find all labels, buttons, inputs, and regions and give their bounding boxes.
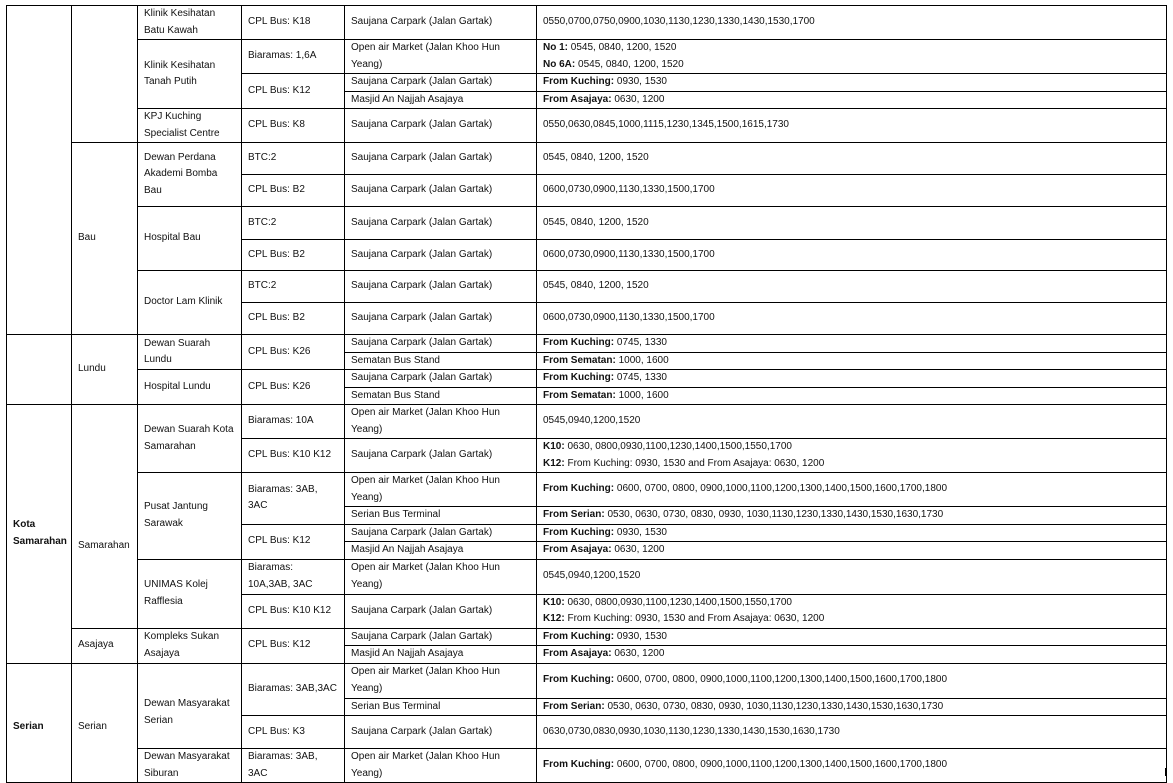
region-cell <box>7 6 72 335</box>
schedule-cell <box>537 91 1167 109</box>
schedule-cell <box>537 507 1167 525</box>
service-cell: BTC:2 <box>242 271 345 303</box>
location-cell: Klinik Kesihatan Batu Kawah <box>138 6 242 40</box>
schedule-cell <box>537 646 1167 664</box>
schedule-cell <box>537 663 1167 698</box>
service-cell: CPL Bus: K8 <box>242 109 345 143</box>
continuation-line <box>71 768 72 776</box>
district-cell: Asajaya <box>72 628 138 663</box>
departure-cell: Saujana Carpark (Jalan Gartak) <box>345 335 537 353</box>
schedule-cell <box>537 40 1167 74</box>
schedule-times: 0745, 1330 <box>614 372 667 383</box>
departure-cell: Sematan Bus Stand <box>345 352 537 370</box>
table-row <box>7 6 1167 40</box>
service-cell: Biaramas: 3AB,3AC <box>242 663 345 716</box>
location-cell: Pusat Jantung Sarawak <box>138 473 242 560</box>
service-cell: Biaramas: 3AB, 3AC <box>242 749 345 783</box>
schedule-cell: 0545, 0840, 1200, 1520 <box>537 207 1167 240</box>
schedule-cell: 0545, 0840, 1200, 1520 <box>537 143 1167 175</box>
district-cell: Lundu <box>72 335 138 405</box>
schedule-label: K12: <box>543 457 565 469</box>
schedule-cell: 0600,0730,0900,1130,1330,1500,1700 <box>537 303 1167 335</box>
schedule-times: 0545, 0840, 1200, 1520 <box>575 58 684 70</box>
region-cell: Kota Samarahan <box>7 405 72 664</box>
departure-cell: Open air Market (Jalan Khoo Hun Yeang) <box>345 559 537 594</box>
schedule-label: No 1: <box>543 42 568 53</box>
continuation-line <box>137 768 138 776</box>
departure-cell: Saujana Carpark (Jalan Gartak) <box>345 524 537 542</box>
location-cell: Hospital Bau <box>138 207 242 271</box>
schedule-times: 0930, 1530 <box>614 526 667 538</box>
location-cell: Dewan Perdana Akademi Bomba Bau <box>138 143 242 207</box>
schedule-cell <box>537 473 1167 507</box>
departure-cell: Masjid An Najjah Asajaya <box>345 542 537 560</box>
schedule-label: No 6A: <box>543 58 576 70</box>
departure-cell: Saujana Carpark (Jalan Gartak) <box>345 303 537 335</box>
departure-cell: Saujana Carpark (Jalan Gartak) <box>345 143 537 175</box>
service-cell: Biaramas: 1,6A <box>242 40 345 74</box>
service-cell: Biaramas: 10A,3AB, 3AC <box>242 559 345 594</box>
continuation-line <box>241 768 242 776</box>
continuation-line <box>536 768 537 776</box>
region-cell: Serian <box>7 663 72 783</box>
table-row <box>7 143 1167 175</box>
schedule-cell: 0550,0700,0750,0900,1030,1130,1230,1330,1430,1530,1700 <box>537 6 1167 40</box>
schedule-times: 0630, 1200 <box>611 544 665 555</box>
departure-cell: Saujana Carpark (Jalan Gartak) <box>345 109 537 143</box>
schedule-line <box>543 611 1160 628</box>
region-cell <box>7 335 72 405</box>
service-cell: CPL Bus: K10 K12 <box>242 594 345 628</box>
location-cell: Doctor Lam Klinik <box>138 271 242 335</box>
schedule-cell: 0600,0730,0900,1130,1330,1500,1700 <box>537 175 1167 207</box>
schedule-cell: 0545,0940,1200,1520 <box>537 405 1167 439</box>
location-cell: Kompleks Sukan Asajaya <box>138 628 242 663</box>
schedule-line <box>543 439 1160 456</box>
schedule-times: 0530, 0630, 0730, 0830, 0930, 1030,1130,1230,1330,1430,1530,1630,1730 <box>604 700 944 712</box>
schedule-cell: 0600,0730,0900,1130,1330,1500,1700 <box>537 240 1167 271</box>
district-cell: Serian <box>72 663 138 783</box>
table-row <box>7 473 1167 507</box>
schedule-cell: 0545,0940,1200,1520 <box>537 559 1167 594</box>
schedule-label: From Kuching: <box>543 759 615 771</box>
departure-cell: Saujana Carpark (Jalan Gartak) <box>345 175 537 207</box>
service-cell: CPL Bus: B2 <box>242 240 345 271</box>
departure-cell: Open air Market (Jalan Khoo Hun Yeang) <box>345 663 537 698</box>
schedule-cell: 0630,0730,0830,0930,1030,1130,1230,1330,1430,1530,1630,1730 <box>537 716 1167 749</box>
schedule-line <box>543 40 1160 57</box>
departure-cell: Saujana Carpark (Jalan Gartak) <box>345 716 537 749</box>
schedule-times: 0600, 0700, 0800, 0900,1000,1100,1200,1300,1400,1500,1600,1700,1800 <box>614 674 948 686</box>
schedule-label: K10: <box>543 441 565 452</box>
service-cell: BTC:2 <box>242 207 345 240</box>
schedule-cell <box>537 628 1167 646</box>
departure-cell: Saujana Carpark (Jalan Gartak) <box>345 594 537 628</box>
schedule-cell <box>537 749 1167 783</box>
schedule-label: From Sematan: <box>543 354 616 366</box>
schedule-times: 0930, 1530 <box>614 76 667 87</box>
schedule-cell <box>537 370 1167 388</box>
service-cell: CPL Bus: B2 <box>242 175 345 207</box>
service-cell: Biaramas: 10A <box>242 405 345 439</box>
departure-cell: Masjid An Najjah Asajaya <box>345 91 537 109</box>
schedule-cell <box>537 594 1167 628</box>
table-row <box>7 40 1167 74</box>
continuation-line <box>1165 768 1166 776</box>
departure-cell: Saujana Carpark (Jalan Gartak) <box>345 207 537 240</box>
schedule-cell: 0550,0630,0845,1000,1115,1230,1345,1500,1615,1730 <box>537 109 1167 143</box>
schedule-times: 0745, 1330 <box>614 337 667 348</box>
location-cell: Dewan Suarah Kota Samarahan <box>138 405 242 473</box>
service-cell: CPL Bus: K10 K12 <box>242 439 345 473</box>
service-cell: Biaramas: 3AB, 3AC <box>242 473 345 525</box>
schedule-cell <box>537 74 1167 92</box>
schedule-times: 0630, 0800,0930,1100,1230,1400,1500,1550,1700 <box>564 596 792 608</box>
schedule-times: 0930, 1530 <box>614 630 667 642</box>
schedule-label: From Serian: <box>543 700 605 712</box>
schedule-times: From Kuching: 0930, 1530 and From Asajaya: 0630, 1200 <box>564 457 825 469</box>
service-cell: BTC:2 <box>242 143 345 175</box>
schedule-label: From Asajaya: <box>543 544 612 555</box>
schedule-times: 0600, 0700, 0800, 0900,1000,1100,1200,1300,1400,1500,1600,1700,1800 <box>614 759 948 771</box>
schedule-line <box>543 456 1160 473</box>
schedule-times: 1000, 1600 <box>615 389 669 401</box>
table-row <box>7 335 1167 353</box>
schedule-times: 1000, 1600 <box>615 354 669 366</box>
location-cell: KPJ Kuching Specialist Centre <box>138 109 242 143</box>
departure-cell: Saujana Carpark (Jalan Gartak) <box>345 439 537 473</box>
location-cell: Dewan Suarah Lundu <box>138 335 242 370</box>
location-cell: UNIMAS Kolej Rafflesia <box>138 559 242 628</box>
departure-cell: Saujana Carpark (Jalan Gartak) <box>345 628 537 646</box>
location-cell: Dewan Masyarakat Serian <box>138 663 242 749</box>
departure-cell: Serian Bus Terminal <box>345 698 537 716</box>
schedule-label: From Kuching: <box>543 337 615 348</box>
district-cell: Bau <box>72 143 138 335</box>
departure-cell: Open air Market (Jalan Khoo Hun Yeang) <box>345 473 537 507</box>
schedule-cell: 0545, 0840, 1200, 1520 <box>537 271 1167 303</box>
schedule-times: From Kuching: 0930, 1530 and From Asajaya: 0630, 1200 <box>564 613 825 624</box>
service-cell: CPL Bus: K3 <box>242 716 345 749</box>
schedule-times: 0630, 1200 <box>611 93 665 105</box>
schedule-cell <box>537 698 1167 716</box>
district-cell: Samarahan <box>72 405 138 629</box>
schedule-label: From Sematan: <box>543 389 616 401</box>
service-cell: CPL Bus: K12 <box>242 524 345 559</box>
schedule-times: 0630, 1200 <box>611 648 665 659</box>
table-row <box>7 207 1167 240</box>
schedule-label: K12: <box>543 613 565 624</box>
schedule-label: From Kuching: <box>543 372 615 383</box>
service-cell: CPL Bus: K18 <box>242 6 345 40</box>
departure-cell: Open air Market (Jalan Khoo Hun Yeang) <box>345 40 537 74</box>
service-cell: CPL Bus: K26 <box>242 370 345 405</box>
departure-cell: Serian Bus Terminal <box>345 507 537 525</box>
schedule-line <box>543 57 1160 74</box>
table-row <box>7 271 1167 303</box>
table-row <box>7 370 1167 388</box>
schedule-times: 0530, 0630, 0730, 0830, 0930, 1030,1130,1230,1330,1430,1530,1630,1730 <box>604 509 944 520</box>
departure-cell: Masjid An Najjah Asajaya <box>345 646 537 664</box>
departure-cell: Open air Market (Jalan Khoo Hun Yeang) <box>345 749 537 783</box>
table-row <box>7 628 1167 646</box>
departure-cell: Open air Market (Jalan Khoo Hun Yeang) <box>345 405 537 439</box>
table-row <box>7 663 1167 698</box>
schedule-times: 0600, 0700, 0800, 0900,1000,1100,1200,1300,1400,1500,1600,1700,1800 <box>614 483 948 495</box>
schedule-cell <box>537 335 1167 353</box>
schedule-label: From Serian: <box>543 509 605 520</box>
location-cell: Hospital Lundu <box>138 370 242 405</box>
departure-cell: Sematan Bus Stand <box>345 387 537 405</box>
location-cell: Klinik Kesihatan Tanah Putih <box>138 40 242 109</box>
table-row <box>7 109 1167 143</box>
departure-cell: Saujana Carpark (Jalan Gartak) <box>345 6 537 40</box>
departure-cell: Saujana Carpark (Jalan Gartak) <box>345 240 537 271</box>
location-cell: Dewan Masyarakat Siburan <box>138 749 242 783</box>
bus-schedule-table <box>6 5 1167 783</box>
table-row <box>7 559 1167 594</box>
table-row <box>7 749 1167 783</box>
schedule-label: From Kuching: <box>543 630 615 642</box>
schedule-cell <box>537 439 1167 473</box>
schedule-label: From Kuching: <box>543 76 615 87</box>
table-row <box>7 405 1167 439</box>
schedule-label: From Kuching: <box>543 674 615 686</box>
service-cell: CPL Bus: K12 <box>242 628 345 663</box>
schedule-cell <box>537 387 1167 405</box>
district-cell <box>72 6 138 143</box>
schedule-line <box>543 595 1160 612</box>
departure-cell: Saujana Carpark (Jalan Gartak) <box>345 74 537 92</box>
continuation-line <box>344 768 345 776</box>
schedule-cell <box>537 542 1167 560</box>
schedule-label: From Asajaya: <box>543 648 612 659</box>
schedule-cell <box>537 524 1167 542</box>
service-cell: CPL Bus: K26 <box>242 335 345 370</box>
schedule-times: 0630, 0800,0930,1100,1230,1400,1500,1550,1700 <box>564 441 792 452</box>
service-cell: CPL Bus: K12 <box>242 74 345 109</box>
schedule-times: 0545, 0840, 1200, 1520 <box>568 42 677 53</box>
schedule-cell <box>537 352 1167 370</box>
schedule-label: From Asajaya: <box>543 93 612 105</box>
service-cell: CPL Bus: B2 <box>242 303 345 335</box>
schedule-label: K10: <box>543 596 565 608</box>
departure-cell: Saujana Carpark (Jalan Gartak) <box>345 370 537 388</box>
schedule-label: From Kuching: <box>543 526 615 538</box>
departure-cell: Saujana Carpark (Jalan Gartak) <box>345 271 537 303</box>
schedule-label: From Kuching: <box>543 483 615 495</box>
